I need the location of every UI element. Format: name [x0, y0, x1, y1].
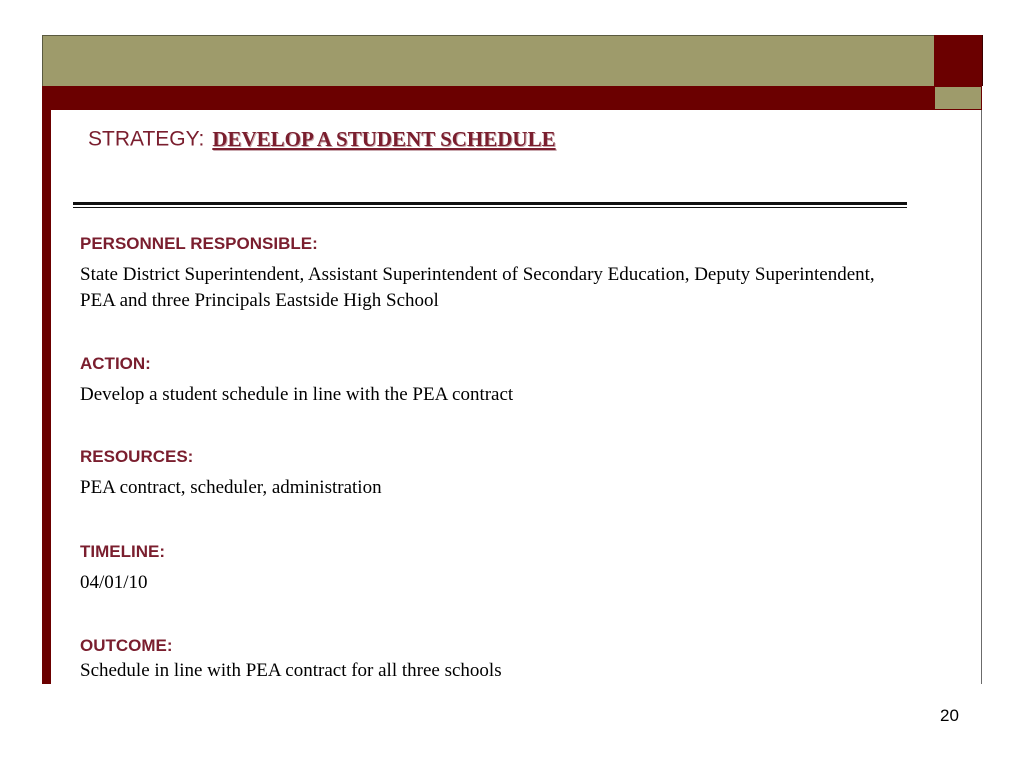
section-body: Develop a student schedule in line with the PEA contract: [80, 384, 514, 405]
section-action: [80, 354, 900, 408]
section-heading: OUTCOME:: [80, 636, 173, 655]
left-accent-bar: [42, 110, 51, 684]
title-text: DEVELOP A STUDENT SCHEDULE: [212, 127, 556, 151]
title-label: STRATEGY:: [88, 127, 205, 151]
section-resources: [80, 447, 900, 501]
right-border-line: [981, 110, 982, 684]
corner-square-olive: [934, 86, 982, 110]
section-body: State District Superintendent, Assistant Superintendent of Secondary Education, Deputy Superintendent, PEA and three Principals Eastside High School: [80, 264, 875, 311]
corner-square-maroon: [934, 35, 983, 86]
section-personnel: [80, 234, 900, 314]
header-olive-bar: [42, 35, 935, 87]
section-heading: PERSONNEL RESPONSIBLE:: [80, 234, 318, 253]
page-number: 20: [940, 706, 959, 725]
title-divider-thick: [73, 202, 907, 205]
header-maroon-bar: [42, 86, 934, 110]
section-body: Schedule in line with PEA contract for all three schools: [80, 660, 502, 681]
section-body: PEA contract, scheduler, administration: [80, 477, 382, 498]
title-divider-thin: [73, 207, 907, 208]
section-timeline: [80, 542, 900, 596]
slide-title: [88, 127, 556, 152]
section-outcome: [80, 636, 900, 684]
section-heading: TIMELINE:: [80, 542, 165, 561]
section-body: 04/01/10: [80, 572, 148, 593]
section-heading: RESOURCES:: [80, 447, 194, 466]
section-heading: ACTION:: [80, 354, 151, 373]
